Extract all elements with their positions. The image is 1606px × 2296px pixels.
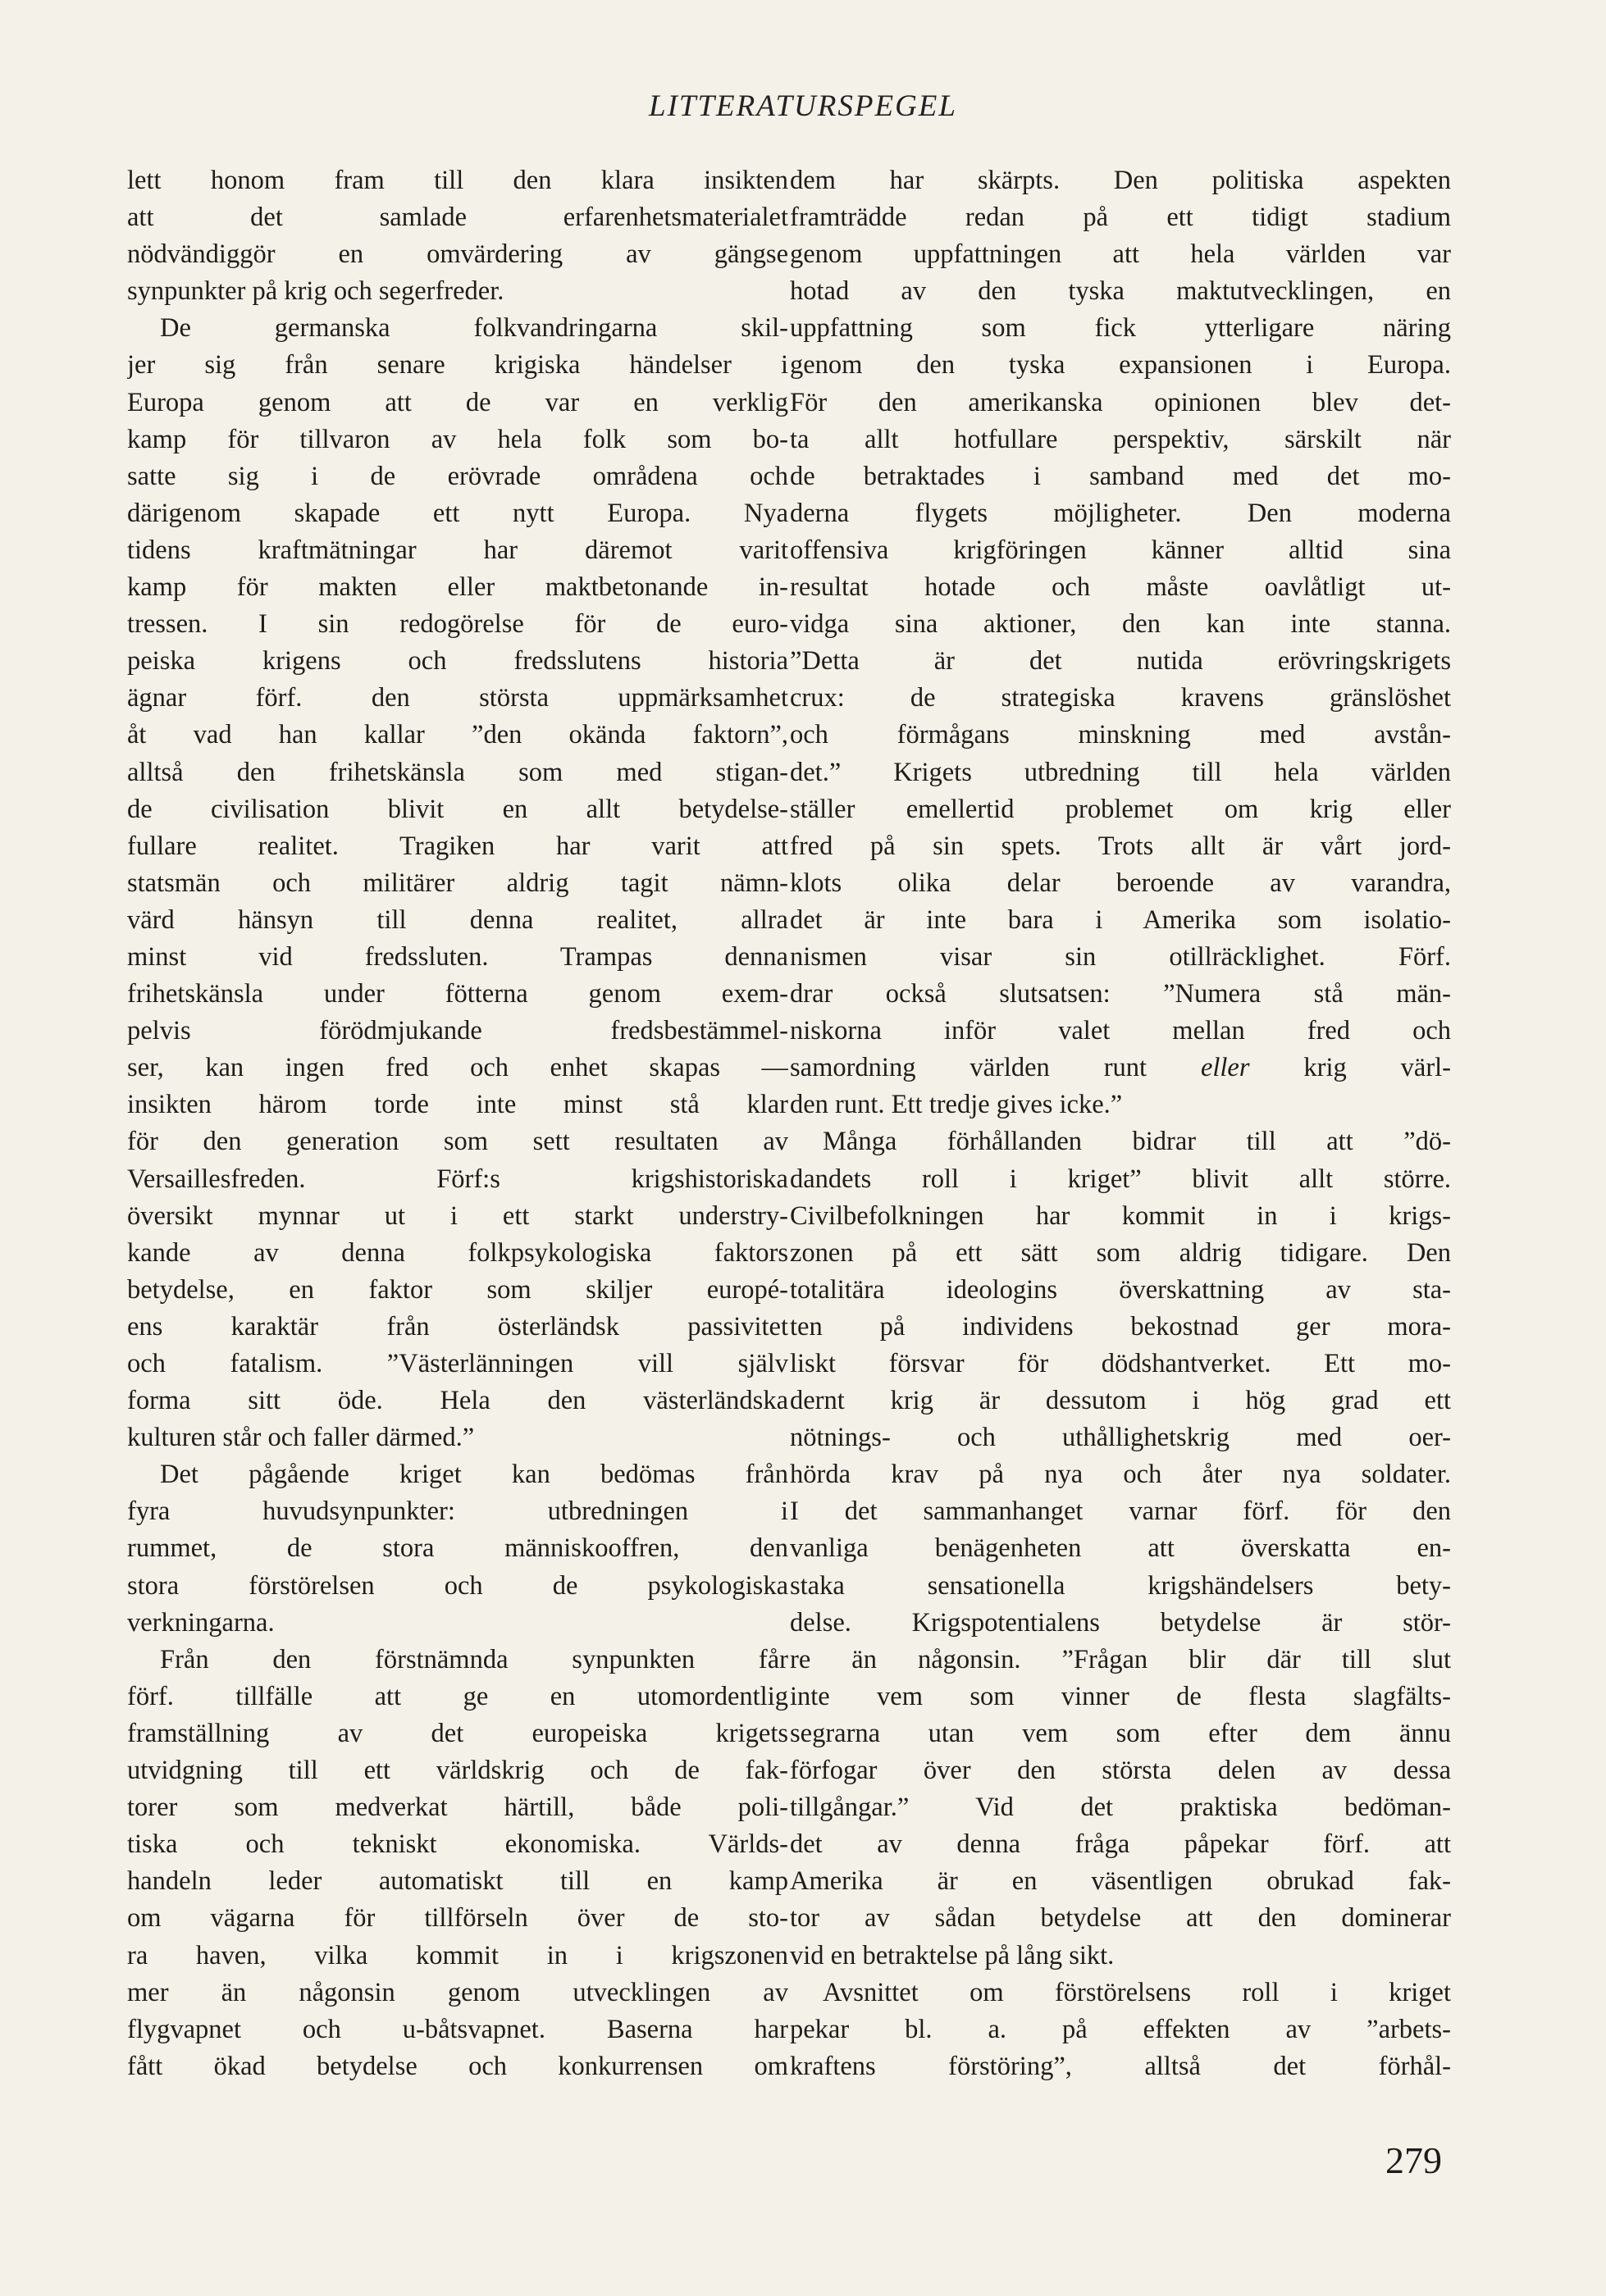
text-line: fyra huvudsynpunkter: utbredningen i (127, 1496, 788, 1527)
running-head: LITTERATURSPEGEL (649, 89, 957, 123)
text-line: satte sig i de erövrade områdena och (127, 461, 788, 491)
text-line: re än någonsin. ”Frågan blir där till slut (790, 1644, 1451, 1674)
text-line: niskorna inför valet mellan fred och (790, 1016, 1451, 1046)
paragraph (790, 1975, 1451, 2085)
text-line: tor av sådan betydelse att den dominerar (790, 1903, 1451, 1934)
text-line: tillgångar.” Vid det praktiska bedöman- (790, 1793, 1451, 1823)
text-line: kulturen står och faller därmed.” (127, 1423, 475, 1453)
text-line: att det samlade erfarenhetsmaterialet (127, 203, 788, 233)
text-line: Civilbefolkningen har kommit in i krigs- (790, 1200, 1451, 1231)
text-line: minst vid fredssluten. Trampas denna (127, 941, 788, 972)
text-line: hörda krav på nya och åter nya soldater. (790, 1460, 1451, 1490)
text-line: forma sitt öde. Hela den västerländska (127, 1386, 788, 1416)
text-line: zonen på ett sätt som aldrig tidigare. Den (790, 1237, 1451, 1268)
text-line: ra haven, vilka kommit in i krigszonen (127, 1940, 788, 1970)
text-line: fullare realitet. Tragiken har varit att (127, 831, 788, 861)
paragraph (127, 310, 788, 1456)
text-line: framställning av det europeiska krigets (127, 1718, 788, 1748)
text-line: för den generation som sett resultaten av (127, 1127, 788, 1157)
text-line: pekar bl. a. på effekten av ”arbets- (790, 2014, 1451, 2044)
text-line: tidens kraftmätningar har däremot varit (127, 535, 788, 565)
text-line: dernt krig är dessutom i hög grad ett (790, 1386, 1451, 1416)
text-line: Europa genom att de var en verklig (127, 387, 788, 417)
text-line: dem har skärpts. Den politiska aspekten (790, 166, 1451, 195)
paragraph (127, 1642, 788, 2085)
text-line: totalitära ideologins överskattning av sta- (790, 1274, 1451, 1305)
text-line: De germanska folkvandringarna skil- (160, 313, 788, 344)
text-line (790, 1050, 1451, 1086)
text-line: nismen visar sin otillräcklighet. Förf. (790, 941, 1451, 972)
text-line: ägnar förf. den största uppmärksamhet (127, 683, 788, 713)
text-line: förf. tillfälle att ge en utomordentlig (127, 1681, 788, 1711)
text-line: uppfattning som fick ytterligare näring (790, 313, 1451, 344)
text-line: åt vad han kallar ”den okända faktorn”, (127, 720, 788, 750)
text-line: crux: de strategiska kravens gränslöshet (790, 683, 1451, 713)
text-line: översikt mynnar ut i ett starkt understry- (127, 1200, 788, 1231)
text-line: vanliga benägenheten att överskatta en- (790, 1533, 1451, 1564)
text-line: Många förhållanden bidrar till att ”dö- (823, 1127, 1451, 1157)
text-line: handeln leder automatiskt till en kamp (127, 1866, 788, 1897)
text-line: hotad av den tyska maktutvecklingen, en (790, 276, 1451, 307)
text-run: krig värl- (1249, 1053, 1451, 1083)
text-line: liskt försvar för dödshantverket. Ett mo- (790, 1349, 1451, 1378)
text-line: genom uppfattningen att hela världen var (790, 239, 1451, 270)
paragraph (127, 1456, 788, 1641)
text-line: kande av denna folkpsykologiska faktors (127, 1237, 788, 1268)
text-line: därigenom skapade ett nytt Europa. Nya (127, 498, 788, 528)
right-column (790, 162, 1451, 2085)
text-line: värd hänsyn till denna realitet, allra (127, 904, 788, 935)
text-line: de betraktades i samband med det mo- (790, 461, 1451, 491)
page-number: 279 (1385, 2139, 1442, 2181)
text-line: genom den tyska expansionen i Europa. (790, 350, 1451, 380)
text-line: fått ökad betydelse och konkurrensen om (127, 2051, 788, 2081)
text-line: insikten härom torde inte minst stå klar (127, 1090, 788, 1120)
text-line: stora förstörelsen och de psykologiska (127, 1570, 788, 1601)
text-line: jer sig från senare krigiska händelser i (127, 350, 788, 380)
text-line: betydelse, en faktor som skiljer europé- (127, 1274, 788, 1305)
text-line: pelvis förödmjukande fredsbestämmel- (127, 1016, 788, 1046)
text-line: flygvapnet och u-båtsvapnet. Baserna har (127, 2014, 788, 2044)
text-line: frihetskänsla under fötterna genom exem- (127, 979, 788, 1009)
text-line: lett honom fram till den klara insikten (127, 166, 788, 195)
text-line: framträdde redan på ett tidigt stadium (790, 203, 1451, 233)
text-line: drar också slutsatsen: ”Numera stå män- (790, 979, 1451, 1009)
text-line: kamp för makten eller maktbetonande in- (127, 572, 788, 603)
text-line: alltså den frihetskänsla som med stigan- (127, 757, 788, 787)
text-line: inte vem som vinner de flesta slagfälts- (790, 1681, 1451, 1711)
text-line: peiska krigens och fredsslutens historia (127, 646, 788, 676)
paragraph (790, 162, 1451, 1123)
text-line: Versaillesfreden. Förf:s krigshistoriska (127, 1164, 788, 1194)
paragraph (127, 162, 788, 310)
text-line: För den amerikanska opinionen blev det- (790, 387, 1451, 417)
text-line: och fatalism. ”Västerlänningen vill själv (127, 1349, 788, 1378)
text-line: statsmän och militärer aldrig tagit nämn- (127, 868, 788, 898)
text-line: vidga sina aktioner, den kan inte stanna. (790, 609, 1451, 640)
text-line: det av denna fråga påpekar förf. att (790, 1829, 1451, 1860)
text-line: klots olika delar beroende av varandra, (790, 868, 1451, 898)
text-line: kamp för tillvaron av hela folk som bo- (127, 424, 788, 454)
text-line: ”Detta är det nutida erövringskrigets (790, 646, 1451, 676)
text-line: det är inte bara i Amerika som isolatio- (790, 904, 1451, 935)
paragraph (790, 1123, 1451, 1974)
text-line: ser, kan ingen fred och enhet skapas — (127, 1053, 788, 1083)
text-line: I det sammanhanget varnar förf. för den (790, 1496, 1451, 1527)
text-run: samordning världen runt (790, 1053, 1201, 1083)
text-line: förfogar över den största delen av dessa (790, 1756, 1451, 1786)
text-line: resultat hotade och måste oavlåtligt ut- (790, 572, 1451, 603)
text-line: verkningarna. (127, 1607, 275, 1638)
emphasis: eller (1200, 1053, 1250, 1083)
text-line: kraftens förstöring”, alltså det förhål- (790, 2051, 1451, 2081)
text-line: offensiva krigföringen känner alltid sina (790, 535, 1451, 565)
text-line: torer som medverkat härtill, både poli- (127, 1793, 788, 1823)
text-line: ens karaktär från österländsk passivitet (127, 1311, 788, 1342)
text-line: mer än någonsin genom utvecklingen av (127, 1977, 788, 2007)
text-line: tiska och tekniskt ekonomiska. Världs- (127, 1829, 788, 1860)
text-line: synpunkter på krig och segerfreder. (127, 276, 504, 307)
text-line: ställer emellertid problemet om krig eller (790, 794, 1451, 824)
text-line: nötnings- och uthållighetskrig med oer- (790, 1423, 1451, 1453)
text-line: Från den förstnämnda synpunkten får (160, 1644, 788, 1674)
text-line: utvidgning till ett världskrig och de fak- (127, 1756, 788, 1786)
text-line: fred på sin spets. Trots allt är vårt jord- (790, 831, 1451, 861)
text-line: vid en betraktelse på lång sikt. (790, 1940, 1115, 1970)
text-line: derna flygets möjligheter. Den moderna (790, 498, 1451, 528)
text-line: rummet, de stora människooffren, den (127, 1533, 788, 1564)
text-line: den runt. Ett tredje gives icke.” (790, 1090, 1123, 1120)
text-line: om vägarna för tillförseln över de sto- (127, 1903, 788, 1934)
text-line: delse. Krigspotentialens betydelse är stör- (790, 1607, 1451, 1638)
text-line: staka sensationella krigshändelsers bety- (790, 1570, 1451, 1601)
text-line: Avsnittet om förstörelsens roll i kriget (823, 1977, 1451, 2007)
text-line: ta allt hotfullare perspektiv, särskilt när (790, 424, 1451, 454)
left-column (127, 162, 788, 2085)
text-line: nödvändiggör en omvärdering av gängse (127, 239, 788, 270)
text-line: det.” Krigets utbredning till hela världen (790, 757, 1451, 787)
text-line: Amerika är en väsentligen obrukad fak- (790, 1866, 1451, 1897)
text-line: ten på individens bekostnad ger mora- (790, 1311, 1451, 1342)
text-line: de civilisation blivit en allt betydelse- (127, 794, 788, 824)
text-line: tressen. I sin redogörelse för de euro- (127, 609, 788, 640)
text-line: dandets roll i kriget” blivit allt större. (790, 1164, 1451, 1194)
text-line: och förmågans minskning med avstån- (790, 720, 1451, 750)
text-line: segrarna utan vem som efter dem ännu (790, 1718, 1451, 1748)
text-line: Det pågående kriget kan bedömas från (160, 1460, 788, 1490)
